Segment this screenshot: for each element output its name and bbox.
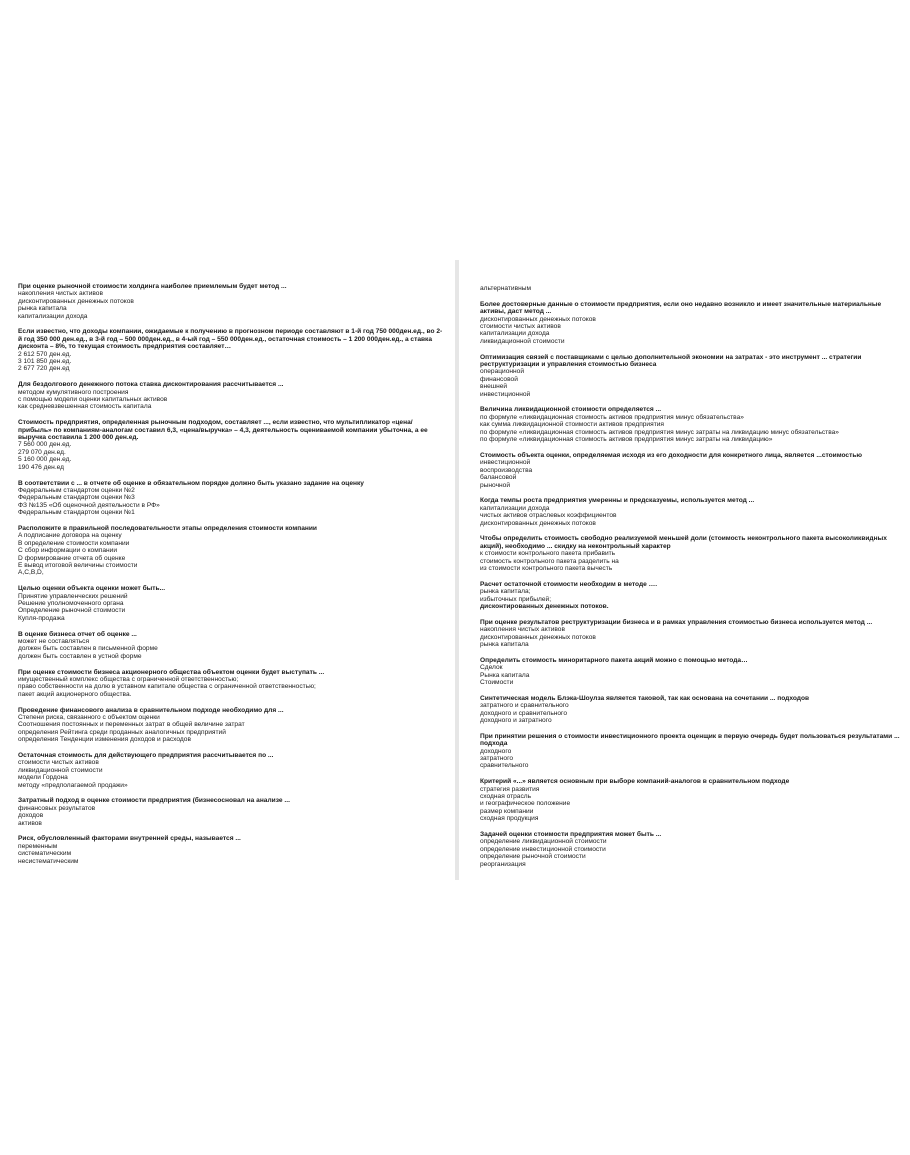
question-block [18, 631, 444, 661]
answer-option-highlighted: дисконтированных денежных потоков. [480, 602, 609, 610]
question-text: Когда темпы роста предприятия умеренны и предсказуемы, используется метод ... [480, 497, 755, 505]
question-block [18, 419, 444, 471]
page-divider [455, 260, 459, 880]
question-text: Стоимость предприятия, определенная рыночным подходом, составляет ..., если известно, что мультипликатор «цена/прибыль» по компаниям-аналогам составил 6,3, «цена/выручка» – 4,3, деятельность оцениваемой компании убыточна, а ее выручка составила 1 200 000 ден.ед. [18, 419, 428, 442]
answer-option: 2 677 720 ден.ед [18, 365, 70, 373]
answer-option: стоимость контрольного пакета разделить на [480, 557, 619, 565]
answer-option: сравнительного [480, 762, 529, 770]
question-block [18, 480, 444, 517]
answer-option: Федеральным стандартом оценки №1 [18, 509, 135, 517]
answer-option: затратного [480, 755, 514, 763]
answer-option: стоимости чистых активов [18, 759, 99, 767]
question-block [480, 619, 902, 649]
answer-option: Степени риска, связанного с объектом оценки [18, 714, 160, 722]
answer-option: Решение уполномоченного органа [18, 599, 124, 607]
question-text: Проведение финансового анализа в сравнительном подходе необходимо для ... [18, 706, 284, 714]
question-text: В оценке бизнеса отчет об оценке ... [18, 630, 137, 638]
question-block [18, 525, 444, 577]
answer-option: стратегия развития [480, 785, 540, 793]
answer-option: размер компании [480, 807, 534, 815]
answer-option: рыночной [480, 481, 510, 489]
answer-option: по формуле «ликвидационная стоимость активов предприятия минус затраты на ликвидацию» [480, 436, 773, 444]
question-block [480, 535, 902, 572]
question-text: Чтобы определить стоимость свободно реализуемой меньшей доли (стоимость неконтрольного пакета высоколиквидных акций), необходимо ... скидку на неконтрольный характер [480, 535, 887, 550]
question-text: Синтетическая модель Блэка-Шоулза является таковой, так как основана на сочетании ... подходов [480, 694, 810, 702]
answer-option: дисконтированных денежных потоков [480, 315, 596, 323]
answer-option: модели Гордона [18, 774, 68, 782]
answer-option: доходного и сравнительного [480, 709, 567, 717]
left-page-column [18, 283, 444, 873]
question-text: Остаточная стоимость для действующего предприятия рассчитывается по ... [18, 752, 274, 760]
answer-option: A,C,B,D, [18, 569, 44, 577]
question-block [480, 354, 902, 398]
answer-option: дисконтированных денежных потоков [480, 633, 596, 641]
answer-option: определения Рейтинга среди проданных аналогичных предприятий [18, 728, 226, 736]
answer-option: методу «предполагаемой продажи» [18, 781, 128, 789]
answer-option: Определение рыночной стоимости [18, 607, 126, 615]
answer-option: право собственности на долю в уставном капитале общества с ограниченной ответственностью; [18, 683, 316, 691]
question-block [480, 733, 902, 770]
question-block [18, 797, 444, 827]
answer-option: рынка капитала [480, 640, 529, 648]
answer-option: воспроизводства [480, 466, 533, 474]
right-page-column [480, 285, 902, 876]
answer-option: накопления чистых активов [480, 626, 565, 634]
question-text: Величина ликвидационной стоимости определяется ... [480, 406, 662, 414]
answer-option: рынка капитала [18, 305, 67, 313]
answer-option: к стоимости контрольного пакета прибавить [480, 550, 616, 558]
question-text: При оценке стоимости бизнеса акционерного общества объектом оценки будет выступать ... [18, 668, 325, 676]
question-block [480, 657, 902, 687]
answer-option: накопления чистых активов [18, 290, 103, 298]
answer-option: по формуле «ликвидационная стоимость активов предприятия минус затраты на ликвидацию минус обязательства» [480, 428, 839, 436]
question-block [480, 581, 902, 611]
answer-option: операционной [480, 368, 524, 376]
question-block [18, 752, 444, 789]
question-text: Затратный подход в оценке стоимости предприятия (бизнесосновал на анализе ... [18, 797, 290, 805]
question-block [18, 328, 444, 372]
continued-answer-option: альтернативным [480, 285, 531, 292]
question-block [480, 406, 902, 443]
answer-option: может не составляться [18, 637, 90, 645]
question-block [480, 695, 902, 725]
answer-option: методом кумулятивного построения [18, 388, 129, 396]
answer-option: избыточных прибылей; [480, 595, 552, 603]
answer-option: доходного [480, 747, 512, 755]
question-text: В соответствии с ... в отчете об оценке в обязательном порядке должно быть указано задание на оценку [18, 479, 364, 487]
answer-option: определение ликвидационной стоимости [480, 838, 607, 846]
answer-option: пакет акций акционерного общества. [18, 690, 132, 698]
question-text: Определить стоимость миноритарного пакета акций можно с помощью метода… [480, 656, 748, 664]
answer-option: дисконтированных денежных потоков [480, 519, 596, 527]
answer-option: как средневзвешенная стоимость капитала [18, 403, 152, 411]
question-text: Критерий «...» является основным при выборе компаний-аналогов в сравнительном подходе [480, 778, 790, 786]
answer-option: переменным [18, 842, 58, 850]
answer-option: 190 476 ден.ед [18, 463, 65, 471]
answer-option: сходная отрасль [480, 793, 532, 801]
question-block [480, 778, 902, 822]
answer-option: балансовой [480, 474, 517, 482]
answer-option: несистематическим [18, 857, 79, 865]
answer-option: инвестиционной [480, 459, 531, 467]
question-text: Оптимизация связей с поставщиками с целью дополнительной экономии на затратах - это инструмент ... стратегии реструктуризации и управления стоимостью бизнеса [480, 353, 862, 369]
answer-option: реорганизация [480, 860, 526, 868]
answer-option: Сделок [480, 664, 503, 672]
answer-option: по формуле «ликвидационная стоимость активов предприятия минус обязательства» [480, 413, 744, 421]
answer-option: ликвидационной стоимости [480, 337, 565, 345]
answer-option: 279 070 ден.ед. [18, 448, 66, 456]
answer-option: чистых активов отраслевых коэффициентов [480, 512, 617, 520]
answer-option: дисконтированных денежных потоков [18, 297, 134, 305]
answer-option: Рынка капитала [480, 671, 530, 679]
answer-option: должен быть составлен в устной форме [18, 652, 142, 660]
answer-option: A подписание договора на оценку [18, 532, 122, 540]
question-text: Для бездолгового денежного потока ставка дисконтирования рассчитывается ... [18, 381, 284, 389]
question-text: Расположите в правильной последовательности этапы определения стоимости компании [18, 524, 317, 532]
question-text: При принятии решения о стоимости инвестиционного проекта оценщик в первую очередь будет пользоваться результатами ... подхода [480, 732, 900, 748]
answer-option: и географическое положение [480, 800, 571, 808]
question-text: При оценке результатов реструктуризации бизнеса и в рамках управления стоимостью бизнеса используется метод ... [480, 618, 873, 626]
answer-option: внешней [480, 383, 508, 391]
question-text: Задачей оценки стоимости предприятия может быть ... [480, 831, 662, 839]
answer-option: C сбор информации о компании [18, 547, 117, 555]
answer-option: затратного и сравнительного [480, 702, 569, 710]
answer-option: инвестиционной [480, 390, 531, 398]
answer-option: 3 101 850 ден.ед. [18, 358, 72, 366]
question-text: При оценке рыночной стоимости холдинга наиболее приемлемым будет метод ... [18, 283, 287, 290]
question-text: Целью оценки объекта оценки может быть... [18, 585, 166, 593]
answer-option: доходного и затратного [480, 717, 552, 724]
answer-option: имущественный комплекс общества с ограниченной ответственностью; [18, 676, 239, 683]
answer-option: должен быть составлен в письменной форме [18, 645, 158, 653]
answer-option: Федеральным стандартом оценки №2 [18, 486, 135, 494]
answer-option: ФЗ №135 «Об оценочной деятельности в РФ» [18, 501, 160, 509]
question-block [18, 669, 444, 699]
answer-option: активов [18, 819, 42, 827]
answer-option: капитализации дохода [480, 330, 550, 338]
answer-option: определение рыночной стоимости [480, 853, 586, 861]
answer-option: доходов [18, 812, 44, 820]
answer-option: капитализации дохода [18, 312, 88, 320]
answer-option: систематическим [18, 850, 72, 858]
question-block [18, 381, 444, 411]
answer-option: финансовой [480, 375, 518, 383]
answer-option: рынка капитала; [480, 588, 531, 596]
answer-option: капитализации дохода [480, 504, 550, 512]
answer-option: из стоимости контрольного пакета вычесть [480, 564, 613, 572]
question-text: Более достоверные данные о стоимости предприятия, если оно недавно возникло и имеет значительные материальные активы, даст метод ... [480, 300, 882, 316]
answer-option: финансовых результатов [18, 804, 96, 812]
question-block [480, 452, 902, 489]
question-block [480, 301, 902, 345]
answer-option: Принятие управленческих решений [18, 592, 128, 600]
question-text: Расчет остаточной стоимости необходим в методе …. [480, 580, 658, 588]
answer-option: как сумма ликвидационной стоимости активов предприятия [480, 421, 664, 429]
answer-option: D формирование отчета об оценке [18, 554, 126, 562]
answer-option: 7 560 000 ден.ед. [18, 441, 72, 449]
answer-option: 2 612 570 ден.ед. [18, 350, 72, 358]
answer-option: ликвидационной стоимости [18, 766, 103, 774]
answer-option: Купля-продажа [18, 614, 65, 622]
question-block [18, 835, 444, 865]
answer-option: E вывод итоговой величины стоимости [18, 561, 138, 569]
question-text: Если известно, что доходы компании, ожидаемые к получению в прогнозном периоде составляют в 1-й год 750 000ден.ед., во 2-й год 350 000 ден.ед., в 3-й год – 500 000ден.ед., в 4-ый год – 550 000ден.ед., остаточная стоимость – 1 200 000ден.ед., а ставка дисконта – 8%, то текущая стоимость предприятия составляет… [18, 328, 443, 351]
answer-option: Стоимости [480, 678, 514, 686]
answer-option: Федеральным стандартом оценки №3 [18, 494, 135, 502]
question-block [18, 585, 444, 622]
answer-option: сходная продукция [480, 815, 539, 823]
question-block [480, 497, 902, 527]
answer-option: определения Тенденции изменения доходов и расходов [18, 736, 191, 744]
question-text: Стоимость объекта оценки, определяемая исходя из его доходности для конкретного лица, является ...стоимостью [480, 451, 863, 459]
question-text: Риск, обусловленный факторами внутренней среды, называется ... [18, 835, 241, 843]
answer-option: B определение стоимости компании [18, 539, 130, 547]
answer-option: с помощью модели оценки капитальных активов [18, 396, 168, 404]
answer-option: 5 160 000 ден.ед. [18, 456, 72, 464]
answer-option: Соотношения постоянных и переменных затрат в общей величине затрат [18, 721, 245, 729]
answer-option: определение инвестиционной стоимости [480, 845, 606, 853]
question-block [18, 283, 444, 320]
answer-option: стоимости чистых активов [480, 323, 561, 331]
question-block [480, 831, 902, 868]
question-block [18, 707, 444, 744]
